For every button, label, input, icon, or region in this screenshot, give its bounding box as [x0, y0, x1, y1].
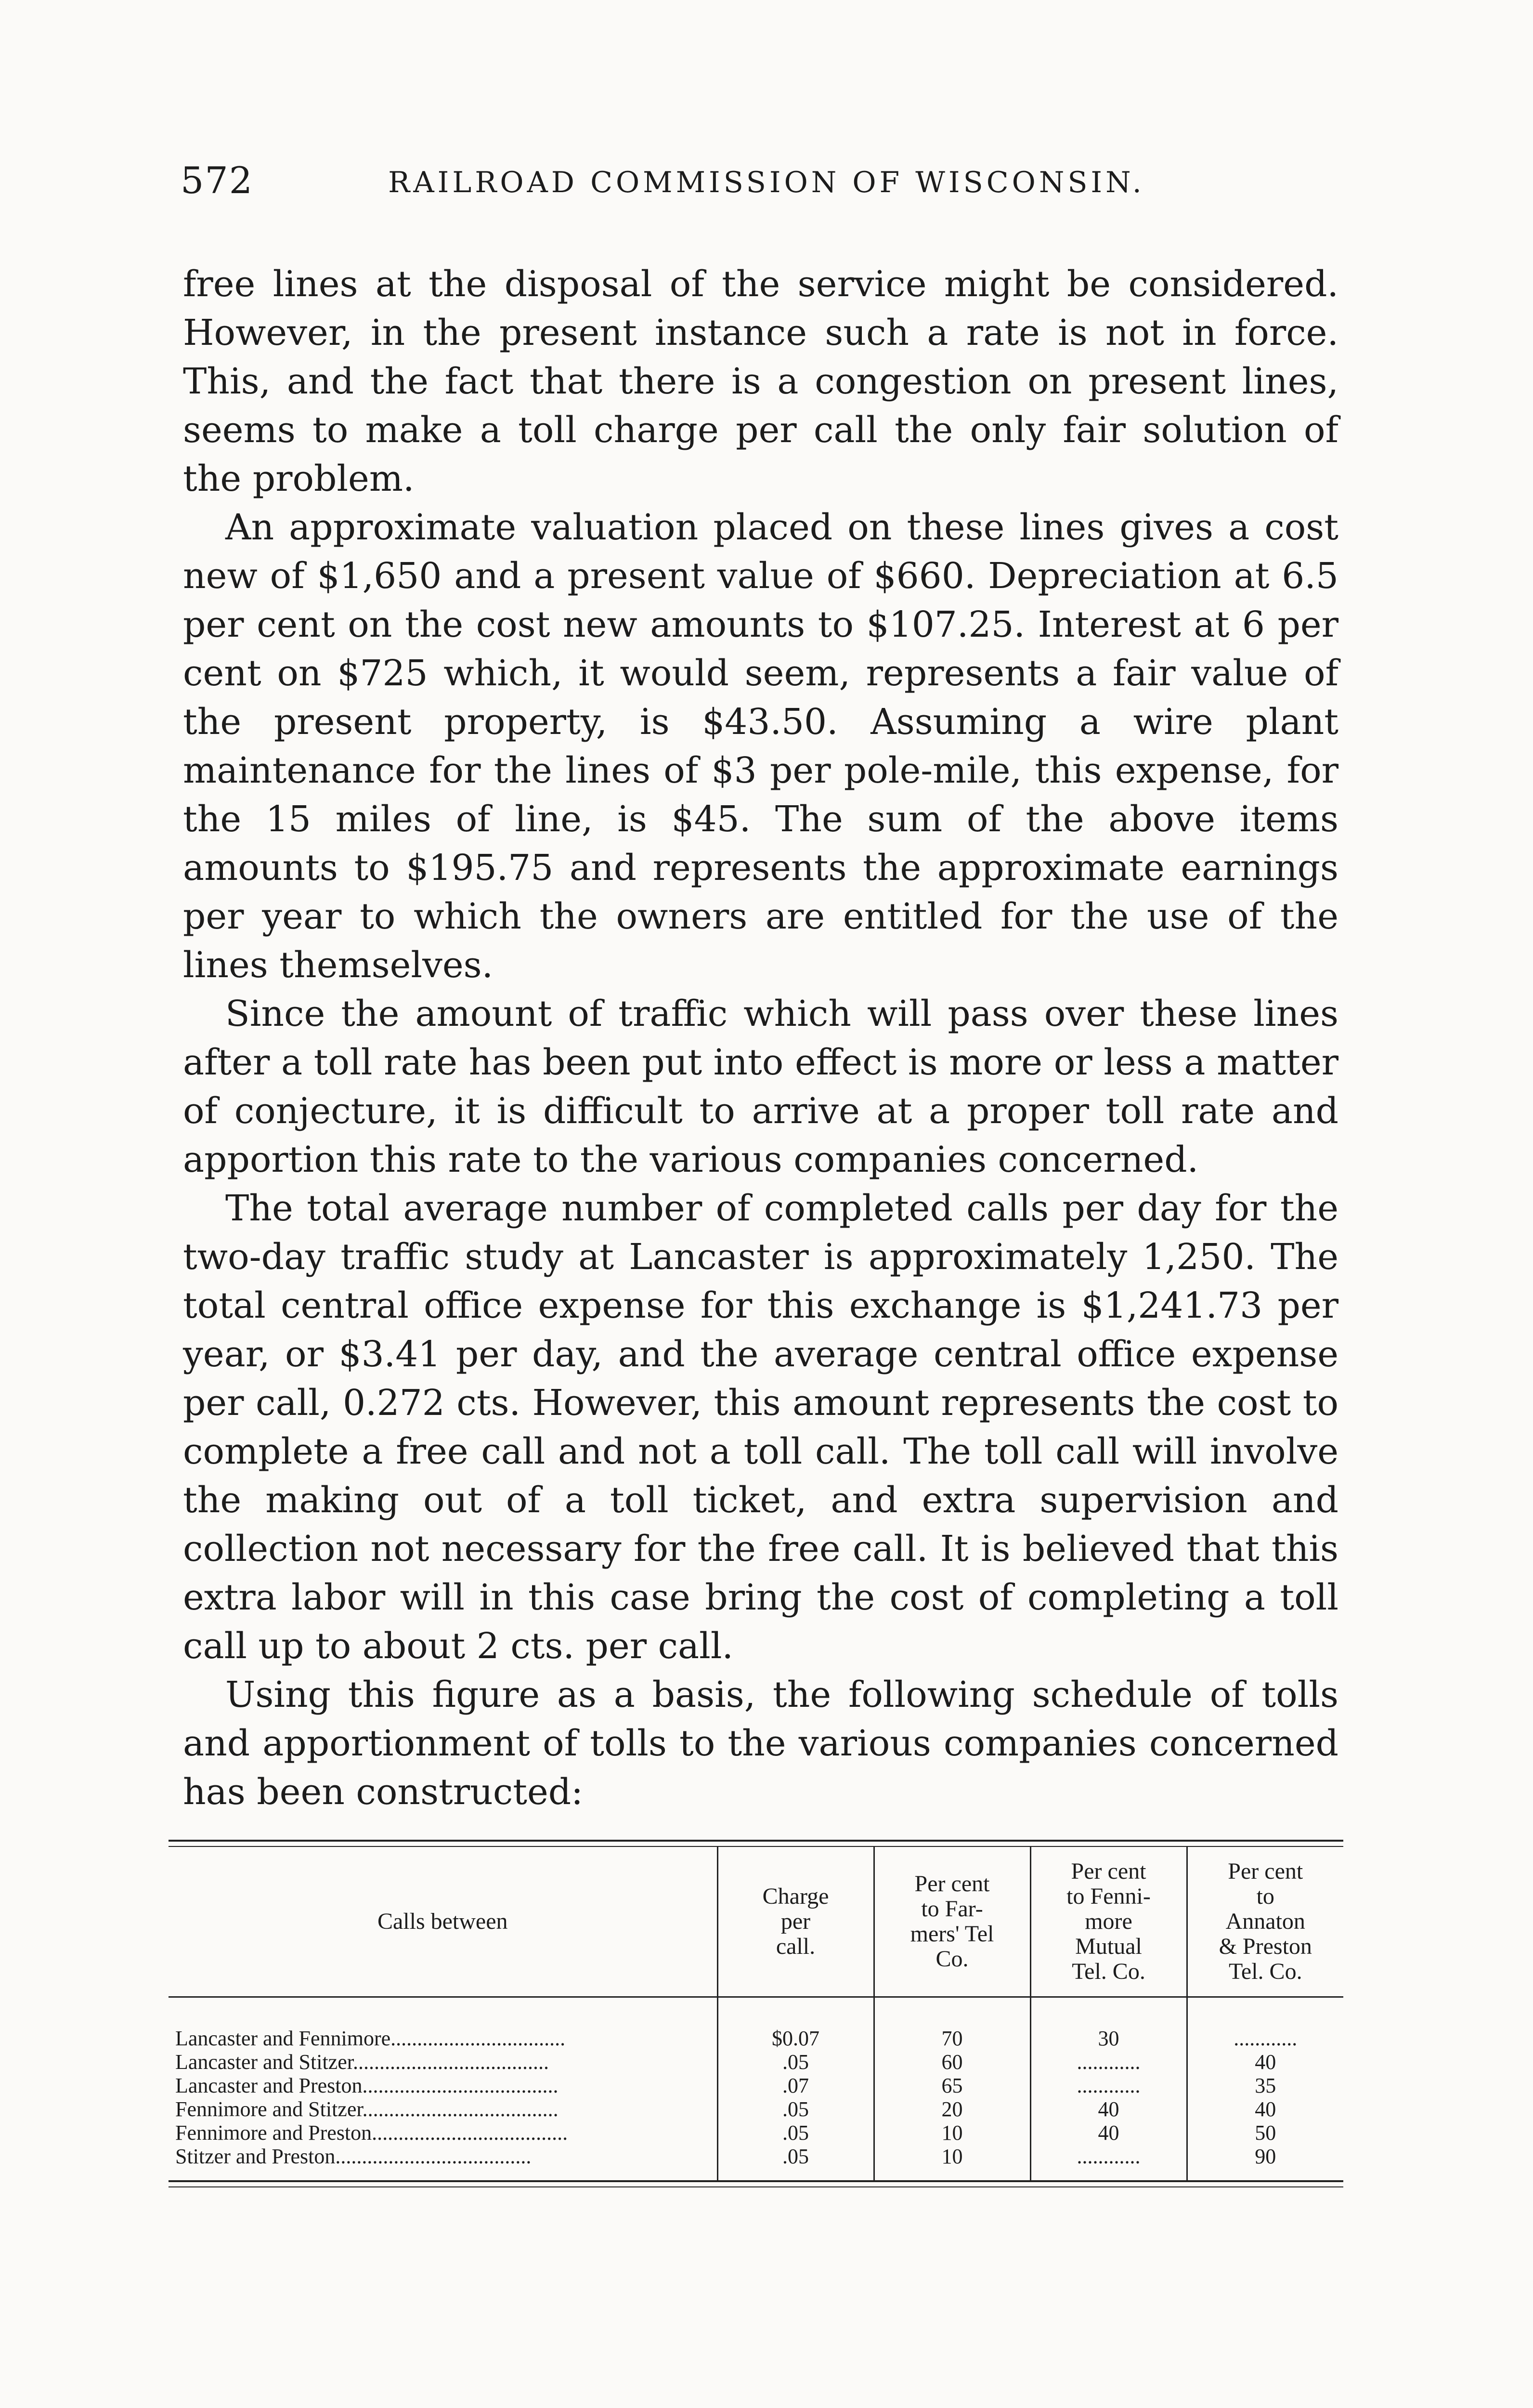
farmers-cell: 60: [874, 2050, 1030, 2074]
fennimore-cell: ............: [1030, 2145, 1187, 2180]
toll-schedule-table: [169, 1840, 1343, 2187]
charge-cell: .07: [717, 2074, 874, 2097]
toll-table: [169, 1847, 1343, 2180]
fennimore-cell: 40: [1030, 2097, 1187, 2121]
paragraph: An approximate valuation placed on these lines gives a cost new of $1,650 and a present value of $660. Depreciation at 6.5 per cent on the cost new amounts to $107.25. Interest at 6 per cent on $725 which, it would seem, represents a fair value of the present property, is $43.50. Assuming a wire plant maintenance for the lines of $3 per pole-mile, this expense, for the 15 miles of line, is $45. The sum of the above items amounts to $195.75 and represents the approximate earnings per year to which the owners are entitled for the use of the lines themselves.: [183, 507, 1338, 986]
fennimore-cell: ............: [1030, 2050, 1187, 2074]
header-annaton: Per cent to Annaton & Preston Tel. Co.: [1187, 1847, 1343, 1997]
page-number: 572: [181, 159, 254, 202]
table-row: [169, 2145, 1343, 2180]
fennimore-cell: 30: [1030, 1997, 1187, 2051]
fennimore-cell: ............: [1030, 2074, 1187, 2097]
header-farmers: Per cent to Far- mers' Tel Co.: [874, 1847, 1030, 1997]
route-cell: Stitzer and Preston.....................................: [175, 2145, 532, 2168]
table-row: [169, 2050, 1343, 2074]
route-cell: Lancaster and Preston.....................................: [175, 2074, 559, 2097]
farmers-cell: 65: [874, 2074, 1030, 2097]
header-charge: Charge per call.: [717, 1847, 874, 1997]
paragraph: Since the amount of traffic which will pass over these lines after a toll rate has been put into effect is more or less a matter of conjecture, it is difficult to arrive at a proper toll rate and apportion this rate to the various companies concerned.: [183, 993, 1338, 1180]
route-cell: Fennimore and Stitzer.....................................: [175, 2097, 559, 2121]
charge-cell: $0.07: [717, 1997, 874, 2051]
page-header: [0, 159, 1533, 212]
annaton-cell: 50: [1187, 2121, 1343, 2145]
charge-cell: .05: [717, 2121, 874, 2145]
table-row: [169, 1997, 1343, 2051]
route-cell: Lancaster and Stitzer.....................................: [175, 2050, 549, 2074]
body-text: [183, 260, 1338, 1817]
annaton-cell: ............: [1187, 1997, 1343, 2051]
farmers-cell: 10: [874, 2145, 1030, 2180]
paragraph: The total average number of completed calls per day for the two-day traffic study at Lancaster is approximately 1,250. The total central office expense for this exchange is $1,241.73 per year, or $3.41 per day, and the average central office expense per call, 0.272 cts. However, this amount represents the cost to complete a free call and not a toll call. The toll call will involve the making out of a toll ticket, and extra supervision and collection not necessary for the free call. It is believed that this extra labor will in this case bring the cost of completing a toll call up to about 2 cts. per call.: [183, 1188, 1338, 1667]
farmers-cell: 20: [874, 2097, 1030, 2121]
charge-cell: .05: [717, 2050, 874, 2074]
header-calls-between: Calls between: [169, 1847, 717, 1997]
table-bottom-rule: [169, 2180, 1343, 2187]
charge-cell: .05: [717, 2097, 874, 2121]
table-row: [169, 2121, 1343, 2145]
table-header-row: [169, 1847, 1343, 1997]
table-top-rule: [169, 1840, 1343, 1847]
table-row: [169, 2097, 1343, 2121]
charge-cell: .05: [717, 2145, 874, 2180]
fennimore-cell: 40: [1030, 2121, 1187, 2145]
paragraph: Using this figure as a basis, the following schedule of tolls and apportionment of tolls to the various companies concerned has been constructed:: [183, 1674, 1338, 1813]
annaton-cell: 40: [1187, 2097, 1343, 2121]
annaton-cell: 35: [1187, 2074, 1343, 2097]
annaton-cell: 40: [1187, 2050, 1343, 2074]
running-head: RAILROAD COMMISSION OF WISCONSIN.: [388, 166, 1145, 199]
header-fennimore: Per cent to Fenni- more Mutual Tel. Co.: [1030, 1847, 1187, 1997]
farmers-cell: 70: [874, 1997, 1030, 2051]
farmers-cell: 10: [874, 2121, 1030, 2145]
paragraph: free lines at the disposal of the service might be considered. However, in the present instance such a rate is not in force. This, and the fact that there is a congestion on present lines, seems to make a toll charge per call the only fair solution of the problem.: [183, 263, 1338, 499]
table-row: [169, 2074, 1343, 2097]
route-cell: Fennimore and Preston.....................................: [175, 2121, 568, 2145]
annaton-cell: 90: [1187, 2145, 1343, 2180]
route-cell: Lancaster and Fennimore.................................: [175, 2027, 566, 2050]
